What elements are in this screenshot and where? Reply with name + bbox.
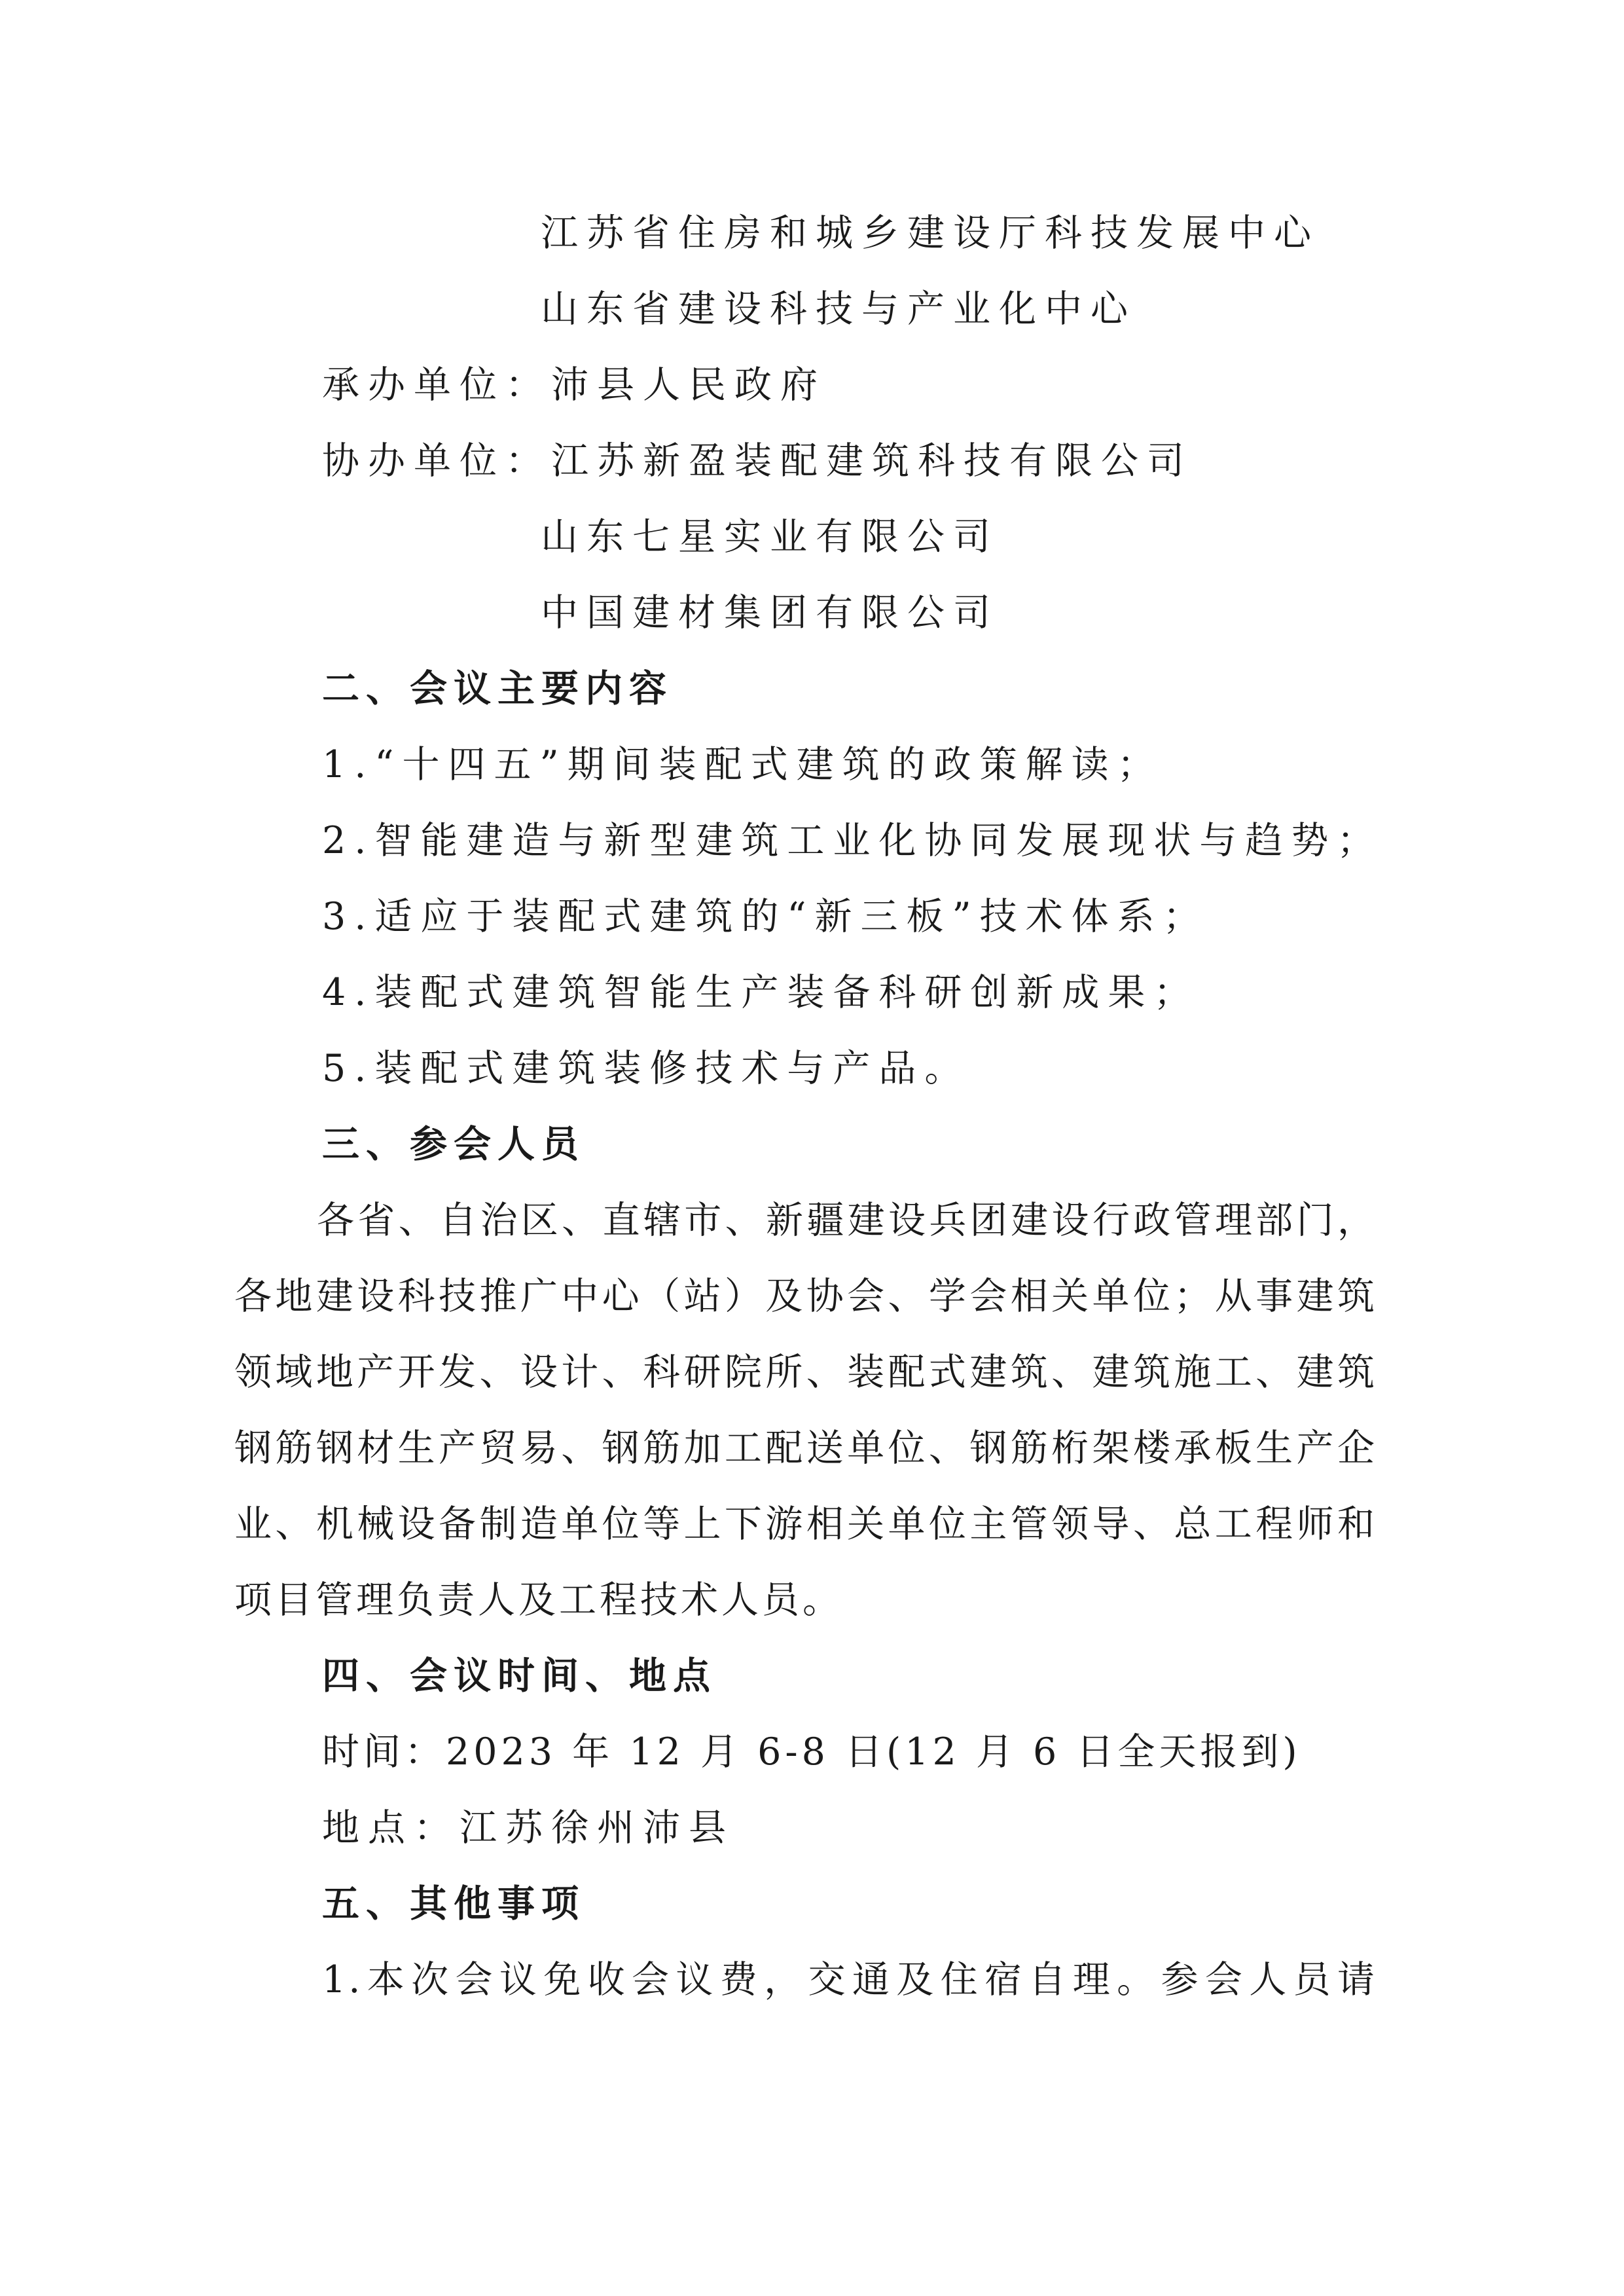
- assisting-value-2: 山东七星实业有限公司: [541, 515, 999, 558]
- section-2-item-3: 3.适应于装配式建筑的“新三板”技术体系；: [322, 895, 1209, 938]
- section-2-item-5: 5.装配式建筑装修技术与产品。: [322, 1047, 971, 1090]
- undertaking-row: [322, 360, 826, 410]
- section-3-line-2: 各地建设科技推广中心（站）及协会、学会相关单位；从事建筑: [234, 1275, 1377, 1318]
- section-2-item-4: 4.装配式建筑智能生产装备科研创新成果；: [322, 971, 1200, 1014]
- assisting-label: 协办单位：: [322, 439, 551, 483]
- cohost-line-2: 山东省建设科技与产业化中心: [541, 287, 1136, 331]
- undertaking-value: 沛县人民政府: [551, 363, 826, 407]
- section-3-line-4: 钢筋钢材生产贸易、钢筋加工配送单位、钢筋桁架楼承板生产企: [234, 1427, 1377, 1470]
- meeting-time: 时间：2023 年 12 月 6-8 日(12 月 6 日全天报到): [322, 1730, 1301, 1774]
- section-5-heading: 五、其他事项: [322, 1882, 585, 1925]
- section-3-line-1: 各省、自治区、直辖市、新疆建设兵团建设行政管理部门，: [317, 1199, 1377, 1242]
- section-2-item-1: 1.“十四五”期间装配式建筑的政策解读；: [322, 743, 1163, 786]
- section-3-line-6: 项目管理负责人及工程技术人员。: [234, 1578, 843, 1622]
- assisting-value-1: 江苏新盈装配建筑科技有限公司: [551, 439, 1193, 483]
- meeting-place: 地点：江苏徐州沛县: [322, 1806, 734, 1850]
- section-2-heading: 二、会议主要内容: [322, 667, 673, 710]
- section-2-item-2: 2.智能建造与新型建筑工业化协同发展现状与趋势；: [322, 819, 1383, 862]
- section-4-heading: 四、会议时间、地点: [322, 1654, 717, 1698]
- assisting-value-3: 中国建材集团有限公司: [541, 591, 999, 634]
- section-3-heading: 三、参会人员: [322, 1123, 585, 1166]
- cohost-line-1: 江苏省住房和城乡建设厅科技发展中心: [541, 211, 1320, 255]
- section-3-line-5: 业、机械设备制造单位等上下游相关单位主管领导、总工程师和: [234, 1503, 1377, 1546]
- section-5-item-1: 1.本次会议免收会议费，交通及住宿自理。参会人员请: [322, 1958, 1377, 2001]
- assisting-row: [322, 436, 1193, 486]
- undertaking-label: 承办单位：: [322, 363, 551, 407]
- section-3-line-3: 领域地产开发、设计、科研院所、装配式建筑、建筑施工、建筑: [234, 1351, 1377, 1394]
